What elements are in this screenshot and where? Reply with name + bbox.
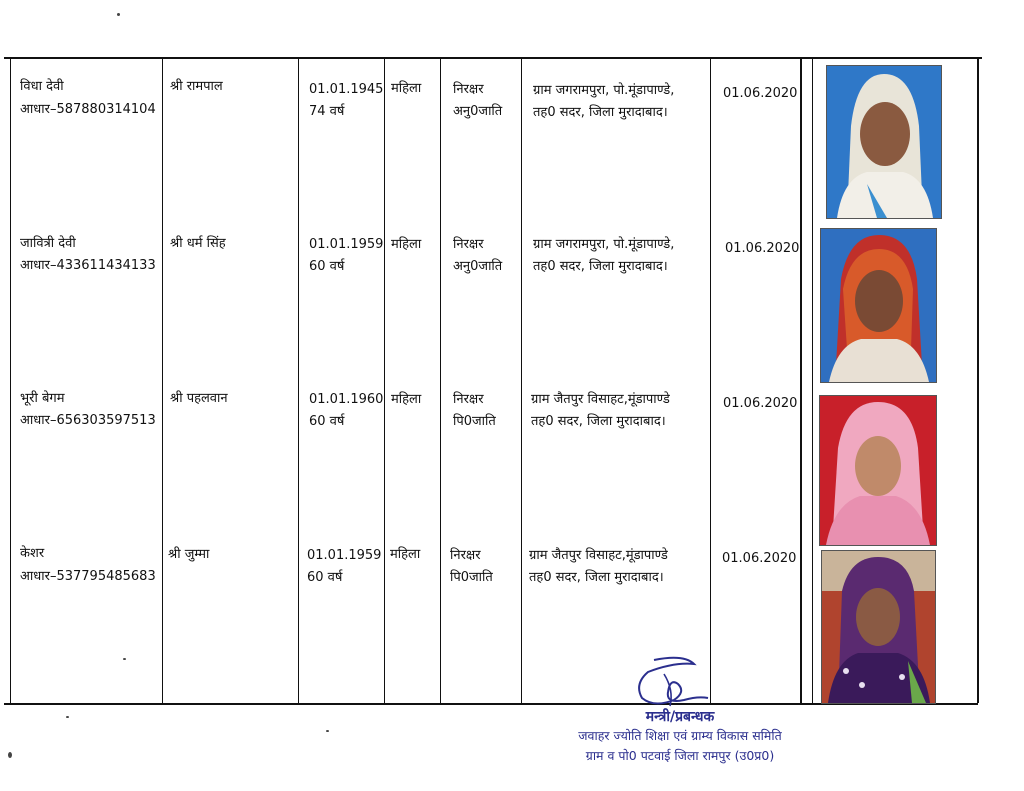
beneficiary-name: जावित्री देवी — [20, 236, 76, 251]
caste-category: पि0जाति — [450, 570, 493, 585]
beneficiary-photo — [821, 550, 936, 704]
scan-speck — [117, 13, 120, 16]
beneficiary-name: केशर — [20, 546, 45, 561]
address-line: ग्राम जैतपुर विसाहट,मूंडापाण्डे — [529, 548, 668, 563]
date-of-birth: 01.01.1960 — [309, 392, 384, 407]
beneficiary-photo — [820, 228, 937, 383]
father-name: श्री धर्म सिंह — [170, 236, 226, 251]
literacy: निरक्षर — [453, 82, 484, 97]
literacy: निरक्षर — [453, 237, 484, 252]
address-line: तह0 सदर, जिला मुरादाबाद। — [531, 414, 666, 429]
column-divider — [10, 58, 11, 703]
aadhaar-number: आधार–537795485683 — [20, 569, 156, 584]
gender: महिला — [391, 237, 422, 252]
age: 60 वर्ष — [307, 570, 343, 585]
beneficiary-photo — [826, 65, 942, 219]
column-divider — [710, 58, 711, 703]
address-line: ग्राम जगरामपुरा, पो.मूंडापाण्डे, — [533, 83, 675, 98]
beneficiary-name: विधा देवी — [20, 79, 64, 94]
aadhaar-number: आधार–433611434133 — [20, 258, 156, 273]
gender: महिला — [390, 547, 421, 562]
father-name: श्री पहलवान — [170, 391, 228, 406]
column-divider — [440, 58, 441, 703]
stamp-organization: जवाहर ज्योति शिक्षा एवं ग्राम्य विकास समिति — [578, 728, 782, 743]
date-of-birth: 01.01.1959 — [307, 548, 382, 563]
address-line: ग्राम जगरामपुरा, पो.मूंडापाण्डे, — [533, 237, 675, 252]
scan-speck — [123, 658, 126, 660]
column-divider — [521, 58, 522, 703]
organization-stamp — [560, 707, 800, 766]
column-divider — [298, 58, 299, 703]
literacy: निरक्षर — [450, 548, 481, 563]
column-divider — [384, 58, 385, 703]
scan-speck — [8, 752, 12, 758]
gender: महिला — [391, 392, 422, 407]
caste-category: अनु0जाति — [453, 259, 503, 274]
literacy: निरक्षर — [453, 392, 484, 407]
date-of-birth: 01.01.1959 — [309, 237, 384, 252]
table-top-border — [4, 57, 982, 59]
stamp-role: मन्त्री/प्रबन्धक — [645, 709, 715, 725]
age: 74 वर्ष — [309, 104, 345, 119]
age: 60 वर्ष — [309, 259, 345, 274]
caste-category: अनु0जाति — [453, 104, 503, 119]
signature — [624, 654, 714, 710]
age: 60 वर्ष — [309, 414, 345, 429]
entry-date: 01.06.2020 — [725, 241, 800, 256]
scan-speck — [66, 716, 69, 718]
stamp-address: ग्राम व पो0 पटवाई जिला रामपुर (उ0प्र0) — [585, 748, 775, 763]
aadhaar-number: आधार–656303597513 — [20, 413, 156, 428]
date-of-birth: 01.01.1945 — [309, 82, 384, 97]
caste-category: पि0जाति — [453, 414, 496, 429]
table-right-border — [977, 58, 979, 703]
address-line: तह0 सदर, जिला मुरादाबाद। — [529, 570, 664, 585]
father-name: श्री जुम्मा — [168, 547, 210, 562]
column-divider — [800, 58, 802, 703]
father-name: श्री रामपाल — [170, 79, 223, 94]
beneficiary-photo — [819, 395, 937, 546]
entry-date: 01.06.2020 — [723, 396, 798, 411]
entry-date: 01.06.2020 — [723, 86, 798, 101]
scan-speck — [326, 730, 329, 732]
aadhaar-number: आधार–587880314104 — [20, 102, 156, 117]
entry-date: 01.06.2020 — [722, 551, 797, 566]
column-divider — [812, 58, 813, 703]
gender: महिला — [391, 81, 422, 96]
address-line: ग्राम जैतपुर विसाहट,मूंडापाण्डे — [531, 392, 670, 407]
column-divider — [162, 58, 163, 703]
beneficiary-name: भूरी बेगम — [20, 391, 65, 406]
address-line: तह0 सदर, जिला मुरादाबाद। — [533, 259, 668, 274]
address-line: तह0 सदर, जिला मुरादाबाद। — [533, 105, 668, 120]
